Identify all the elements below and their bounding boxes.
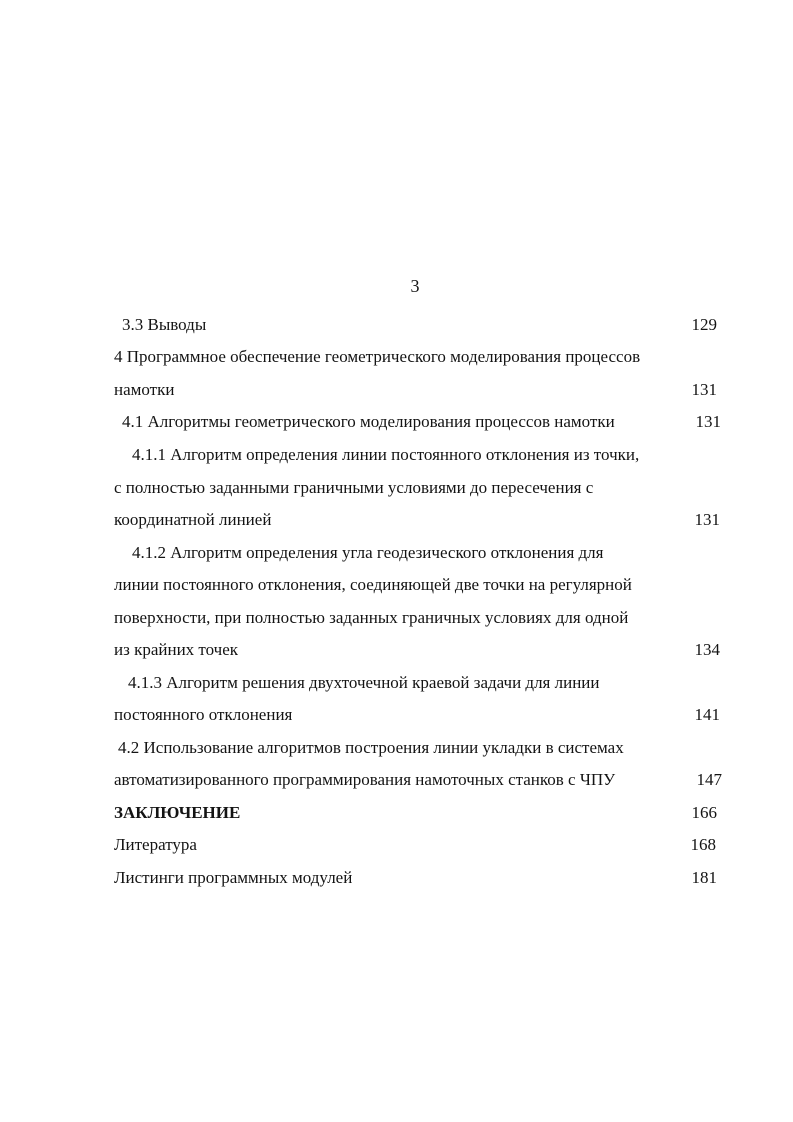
- toc-entry-literature-title[interactable]: Литература: [114, 835, 197, 854]
- toc-entry-listings-page: 181: [691, 868, 717, 887]
- toc-entry-4-1-2-title-line3[interactable]: поверхности, при полностью заданных граничных условиях для одной: [114, 608, 629, 627]
- toc-entry-4-2-page: 147: [696, 770, 722, 789]
- toc-entry-literature-page: 168: [690, 835, 716, 854]
- toc-entry-4-1-2-page: 134: [694, 640, 720, 659]
- toc-entry-4-1-page: 131: [695, 412, 721, 431]
- toc-entry-4-2-title-line2[interactable]: автоматизированного программирования намоточных станков с ЧПУ: [114, 770, 616, 789]
- toc-entry-4-1-1-title-line1[interactable]: 4.1.1 Алгоритм определения линии постоянного отклонения из точки,: [132, 445, 640, 464]
- toc-entry-3-3-page: 129: [691, 315, 717, 334]
- toc-entry-conclusion-page: 166: [691, 803, 717, 822]
- toc-entry-4-1-3-title-line1[interactable]: 4.1.3 Алгоритм решения двухточечной краевой задачи для линии: [128, 673, 600, 692]
- toc-entry-4-1-3-page: 141: [694, 705, 720, 724]
- toc-entry-4-title-line2[interactable]: намотки: [114, 380, 175, 399]
- toc-entry-4-1-1-title-line3[interactable]: координатной линией: [114, 510, 272, 529]
- toc-entry-4-1-2-title-line1[interactable]: 4.1.2 Алгоритм определения угла геодезического отклонения для: [132, 543, 604, 562]
- toc-entry-4-title-line1[interactable]: 4 Программное обеспечение геометрического моделирования процессов: [114, 347, 641, 366]
- toc-entry-4-1-title[interactable]: 4.1 Алгоритмы геометрического моделирования процессов намотки: [122, 412, 615, 431]
- toc-entry-4-page: 131: [691, 380, 717, 399]
- toc-entry-4-1-3-title-line2[interactable]: постоянного отклонения: [114, 705, 293, 724]
- toc-entry-3-3-title[interactable]: 3.3 Выводы: [122, 315, 207, 334]
- toc-entry-conclusion-title[interactable]: ЗАКЛЮЧЕНИЕ: [114, 803, 241, 822]
- toc-entry-4-1-1-page: 131: [694, 510, 720, 529]
- toc-entry-listings-title[interactable]: Листинги программных модулей: [114, 868, 353, 887]
- page-number: 3: [410, 276, 420, 296]
- table-of-contents: [0, 312, 793, 912]
- toc-entry-4-1-2-title-line2[interactable]: линии постоянного отклонения, соединяющей две точки на регулярной: [114, 575, 632, 594]
- toc-entry-4-2-title-line1[interactable]: 4.2 Использование алгоритмов построения линии укладки в системах: [118, 738, 624, 757]
- toc-entry-4-1-1-title-line2[interactable]: с полностью заданными граничными условиями до пересечения с: [114, 478, 594, 497]
- toc-entry-4-1-2-title-line4[interactable]: из крайних точек: [114, 640, 239, 659]
